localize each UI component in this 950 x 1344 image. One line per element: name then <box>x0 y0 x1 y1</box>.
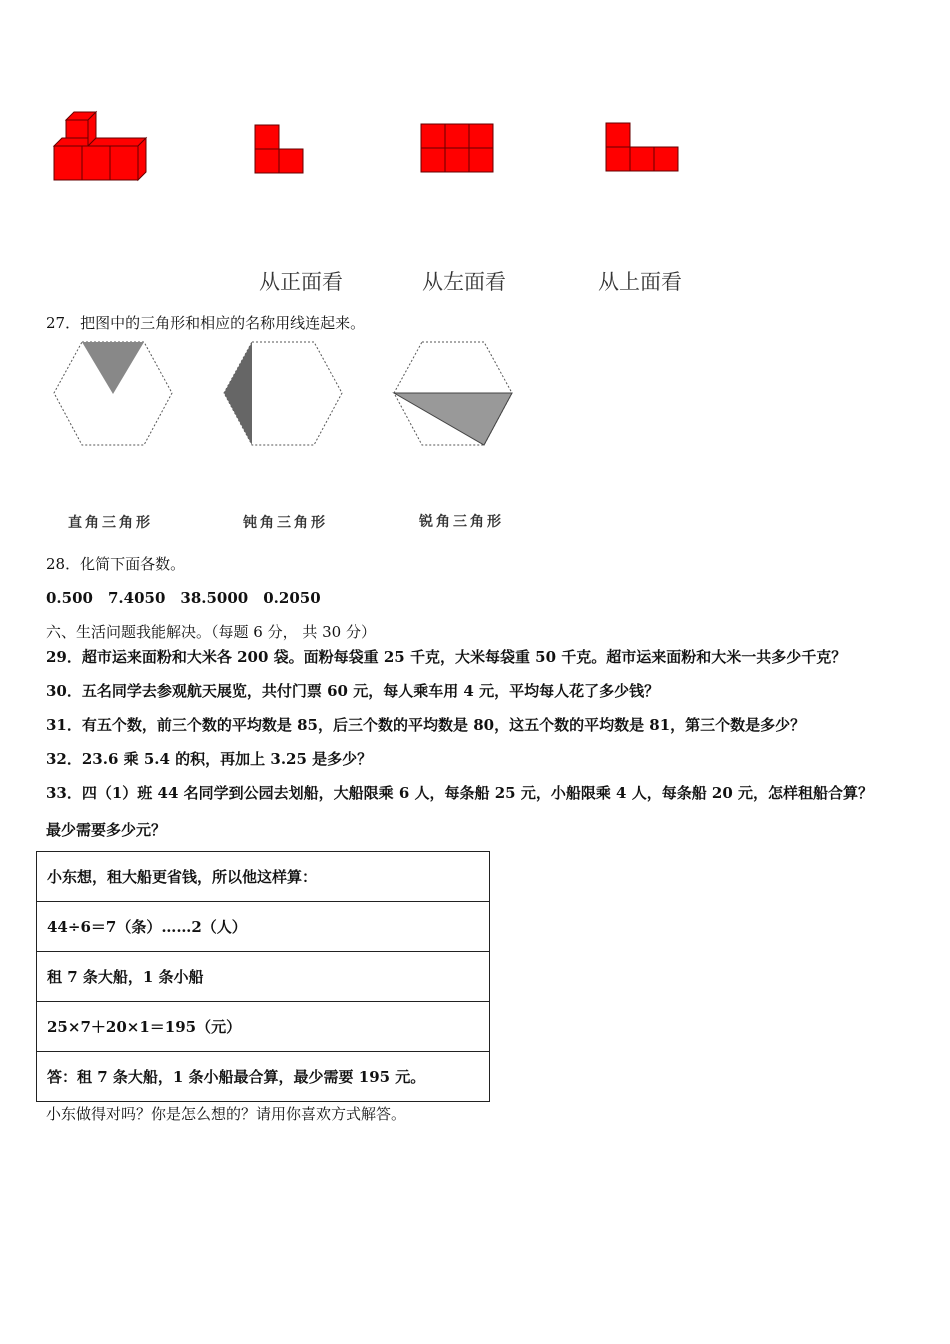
hexagon-obtuse-triangle <box>222 340 344 448</box>
solution-row: 44÷6＝7（条）……2（人） <box>37 902 490 952</box>
top-view-label: 从上面看 <box>598 270 682 294</box>
label-acute-triangle: 锐角三角形 <box>419 514 504 530</box>
front-view-label: 从正面看 <box>259 270 343 294</box>
hexagon-right-triangle <box>52 340 174 448</box>
label-right-triangle: 直角三角形 <box>68 515 153 531</box>
cube-solid-figure <box>52 108 152 184</box>
question-28-numbers: 0.500 7.4050 38.5000 0.2050 <box>46 589 321 607</box>
question-32: 32．23.6 乘 5.4 的积，再加上 3.25 是多少？ <box>46 750 373 768</box>
solution-row: 25×7＋20×1＝195（元） <box>37 1002 490 1052</box>
front-view-figure <box>254 124 306 174</box>
solution-row: 答：租 7 条大船，1 条小船最合算，最少需要 195 元。 <box>37 1052 490 1102</box>
xiaodong-solution-table <box>36 851 490 1102</box>
section-6-heading: 六、生活问题我能解决。（每题 6 分， 共 30 分） <box>46 623 376 641</box>
left-view-label: 从左面看 <box>422 270 506 294</box>
question-33-followup: 小东做得对吗？你是怎么想的？请用你喜欢方式解答。 <box>46 1105 407 1123</box>
top-view-figure <box>605 122 681 172</box>
question-31: 31．有五个数，前三个数的平均数是 85，后三个数的平均数是 80，这五个数的平均数是 81，第三个数是多少？ <box>46 716 806 734</box>
left-view-figure <box>420 123 494 173</box>
label-obtuse-triangle: 钝角三角形 <box>243 515 328 531</box>
hexagon-acute-triangle <box>392 340 514 448</box>
question-28: 28．化简下面各数。 <box>46 555 186 573</box>
question-33-line2: 最少需要多少元？ <box>46 821 167 839</box>
solution-row: 小东想，租大船更省钱，所以他这样算： <box>37 852 490 902</box>
question-30: 30．五名同学去参观航天展览，共付门票 60 元，每人乘车用 4 元，平均每人花了多少钱？ <box>46 682 660 700</box>
question-33: 33．四（1）班 44 名同学到公园去划船，大船限乘 6 人，每条船 25 元，小船限乘 4 人，每条船 20 元，怎样租船合算？ <box>46 784 874 802</box>
question-29: 29．超市运来面粉和大米各 200 袋。面粉每袋重 25 千克，大米每袋重 50 千克。超市运来面粉和大米一共多少千克？ <box>46 648 847 666</box>
solution-row: 租 7 条大船，1 条小船 <box>37 952 490 1002</box>
question-27: 27．把图中的三角形和相应的名称用线连起来。 <box>46 314 366 332</box>
